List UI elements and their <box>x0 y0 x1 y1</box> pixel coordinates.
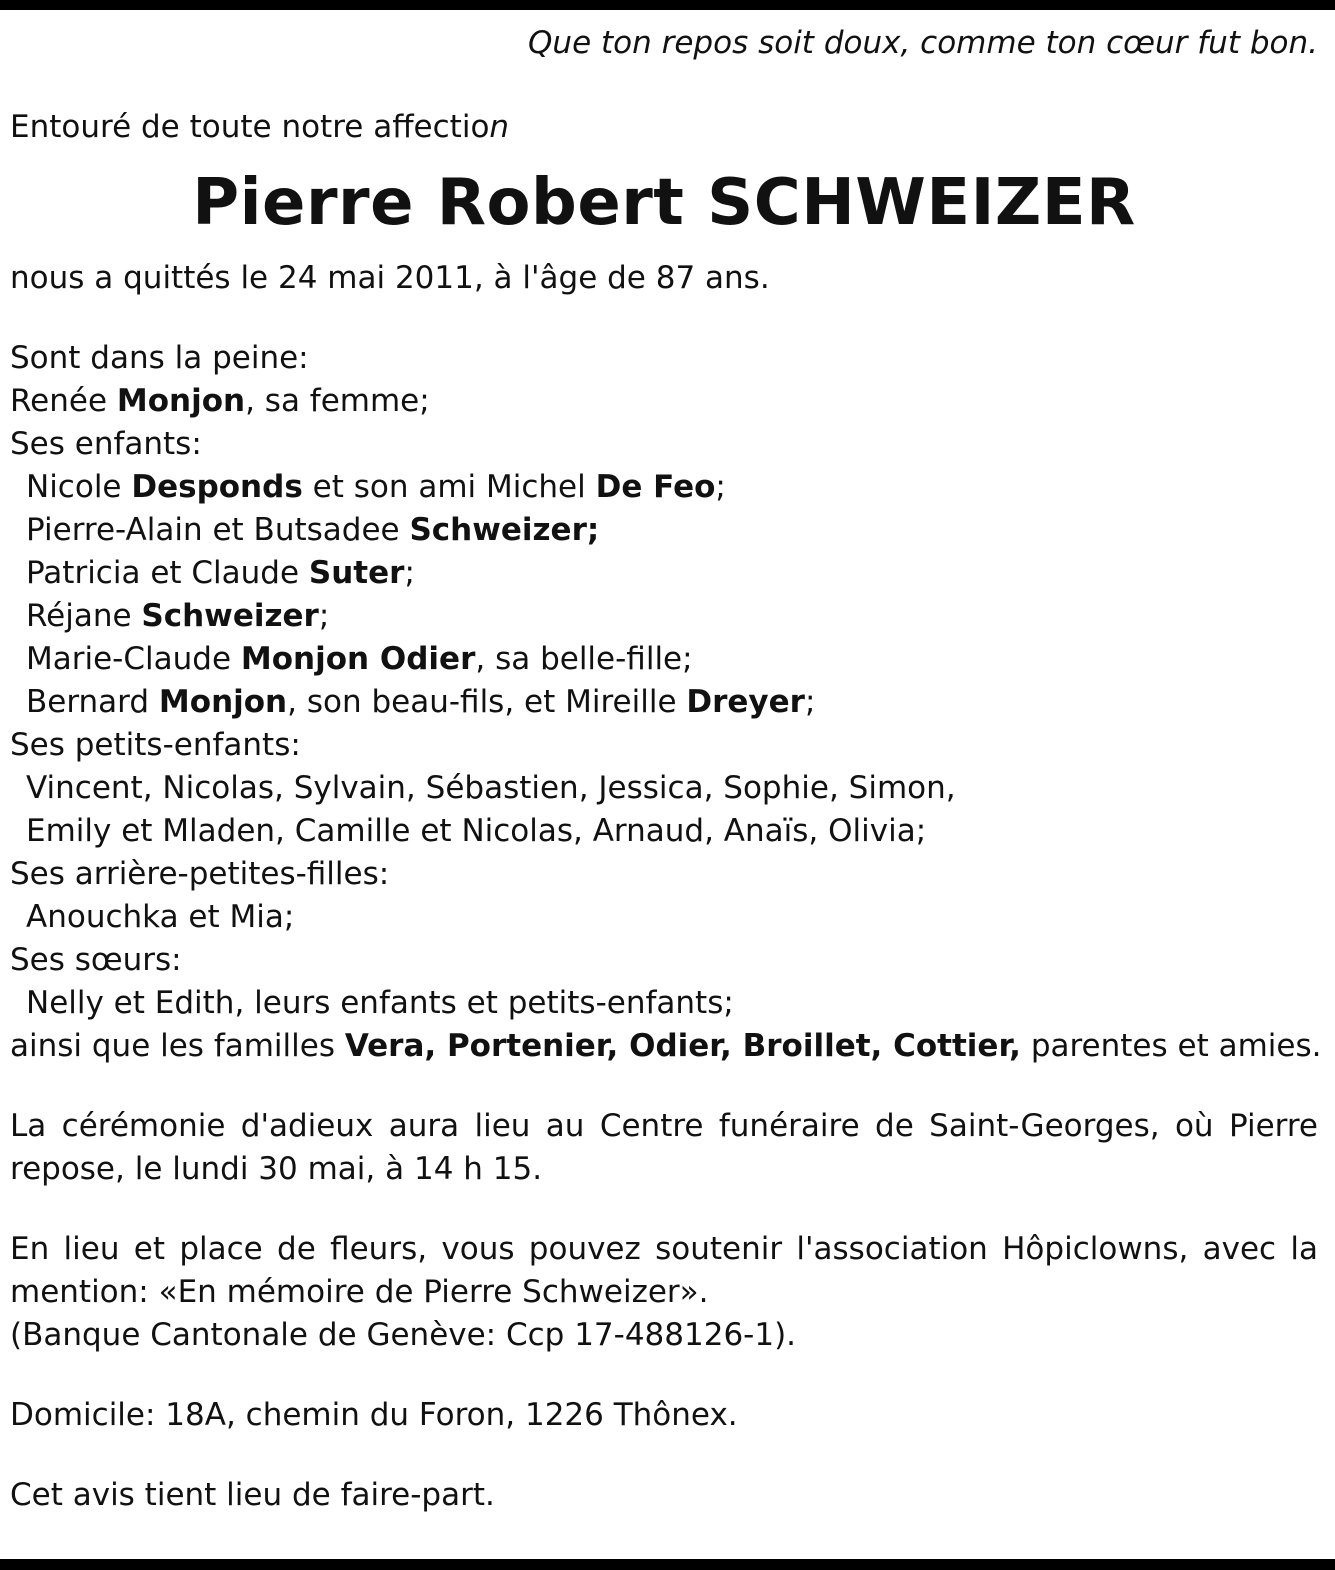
wife-role: , sa femme; <box>245 383 430 419</box>
child-surname: Dreyer <box>686 684 805 720</box>
families-text: ainsi que les familles <box>10 1028 345 1064</box>
child-text: ; <box>715 469 726 505</box>
wife-line <box>10 380 1318 423</box>
child-line-3 <box>10 552 1318 595</box>
child-surname: Schweizer <box>141 598 319 634</box>
child-line-2 <box>10 509 1318 552</box>
child-text: et son ami Michel <box>302 469 596 505</box>
domicile-line: Domicile: 18A, chemin du Foron, 1226 Thônex. <box>10 1397 738 1433</box>
child-line-1 <box>10 466 1318 509</box>
child-text: Marie-Claude <box>26 641 241 677</box>
wife-last-name: Monjon <box>116 383 246 419</box>
child-surname: Desponds <box>131 469 303 505</box>
wife-first-name: Renée <box>10 383 117 419</box>
child-line-6 <box>10 681 1318 724</box>
child-text: Bernard <box>26 684 159 720</box>
child-line-4 <box>10 595 1318 638</box>
intro-text: Entouré de toute notre affectio <box>10 109 490 145</box>
child-text: ; <box>404 555 415 591</box>
child-surname: Monjon <box>158 684 288 720</box>
child-surname: Monjon Odier <box>240 641 476 677</box>
deceased-name: Pierre Robert SCHWEIZER <box>192 166 1136 240</box>
families-text: parentes et amies. <box>1020 1028 1322 1064</box>
families-names: Vera, Portenier, Odier, Broillet, Cottier, <box>344 1028 1021 1064</box>
families-line <box>10 1025 1322 1068</box>
child-text: Nicole <box>26 469 132 505</box>
epigraph-quote: Que ton repos soit doux, comme ton cœur fut bon. <box>528 25 1318 61</box>
grandchildren-line-2: Emily et Mladen, Camille et Nicolas, Arnaud, Anaïs, Olivia; <box>26 813 927 849</box>
children-heading: Ses enfants: <box>10 426 202 462</box>
child-surname: Schweizer; <box>409 512 600 548</box>
grandchildren-line-1: Vincent, Nicolas, Sylvain, Sébastien, Jessica, Sophie, Simon, <box>26 770 956 806</box>
child-line-5 <box>10 638 1318 681</box>
child-text: , sa belle-fille; <box>475 641 693 677</box>
grandchildren-heading: Ses petits-enfants: <box>10 727 301 763</box>
child-text: Réjane <box>26 598 142 634</box>
child-surname: Suter <box>308 555 405 591</box>
child-text: Pierre-Alain et Butsadee <box>26 512 410 548</box>
intro-last-letter: n <box>489 109 510 145</box>
child-surname: De Feo <box>595 469 716 505</box>
top-rule <box>0 0 1335 10</box>
mourners-heading: Sont dans la peine: <box>10 340 309 376</box>
intro-line <box>10 106 1318 149</box>
child-text: Patricia et Claude <box>26 555 309 591</box>
great-grandchildren-heading: Ses arrière-petites-filles: <box>10 856 390 892</box>
sisters-line: Nelly et Edith, leurs enfants et petits-enfants; <box>26 985 734 1021</box>
donation-paragraph: En lieu et place de fleurs, vous pouvez soutenir l'association Hôpiclowns, avec la mention: «En mémoire de Pierre Schweizer». <box>10 1231 1318 1310</box>
child-text: ; <box>804 684 816 720</box>
bank-details: (Banque Cantonale de Genève: Ccp 17-488126-1). <box>10 1317 797 1353</box>
ceremony-paragraph: La cérémonie d'adieux aura lieu au Centre funéraire de Saint-Georges, où Pierre repose, le lundi 30 mai, à 14 h 15. <box>10 1108 1318 1187</box>
closing-line: Cet avis tient lieu de faire-part. <box>10 1477 495 1513</box>
sisters-heading: Ses sœurs: <box>10 942 182 978</box>
child-text: ; <box>318 598 330 634</box>
bottom-rule <box>0 1559 1335 1570</box>
child-text: , son beau-fils, et Mireille <box>287 684 687 720</box>
great-grandchildren-line: Anouchka et Mia; <box>26 899 295 935</box>
death-notice: nous a quittés le 24 mai 2011, à l'âge de 87 ans. <box>10 260 770 296</box>
obituary-notice <box>10 22 1322 1517</box>
